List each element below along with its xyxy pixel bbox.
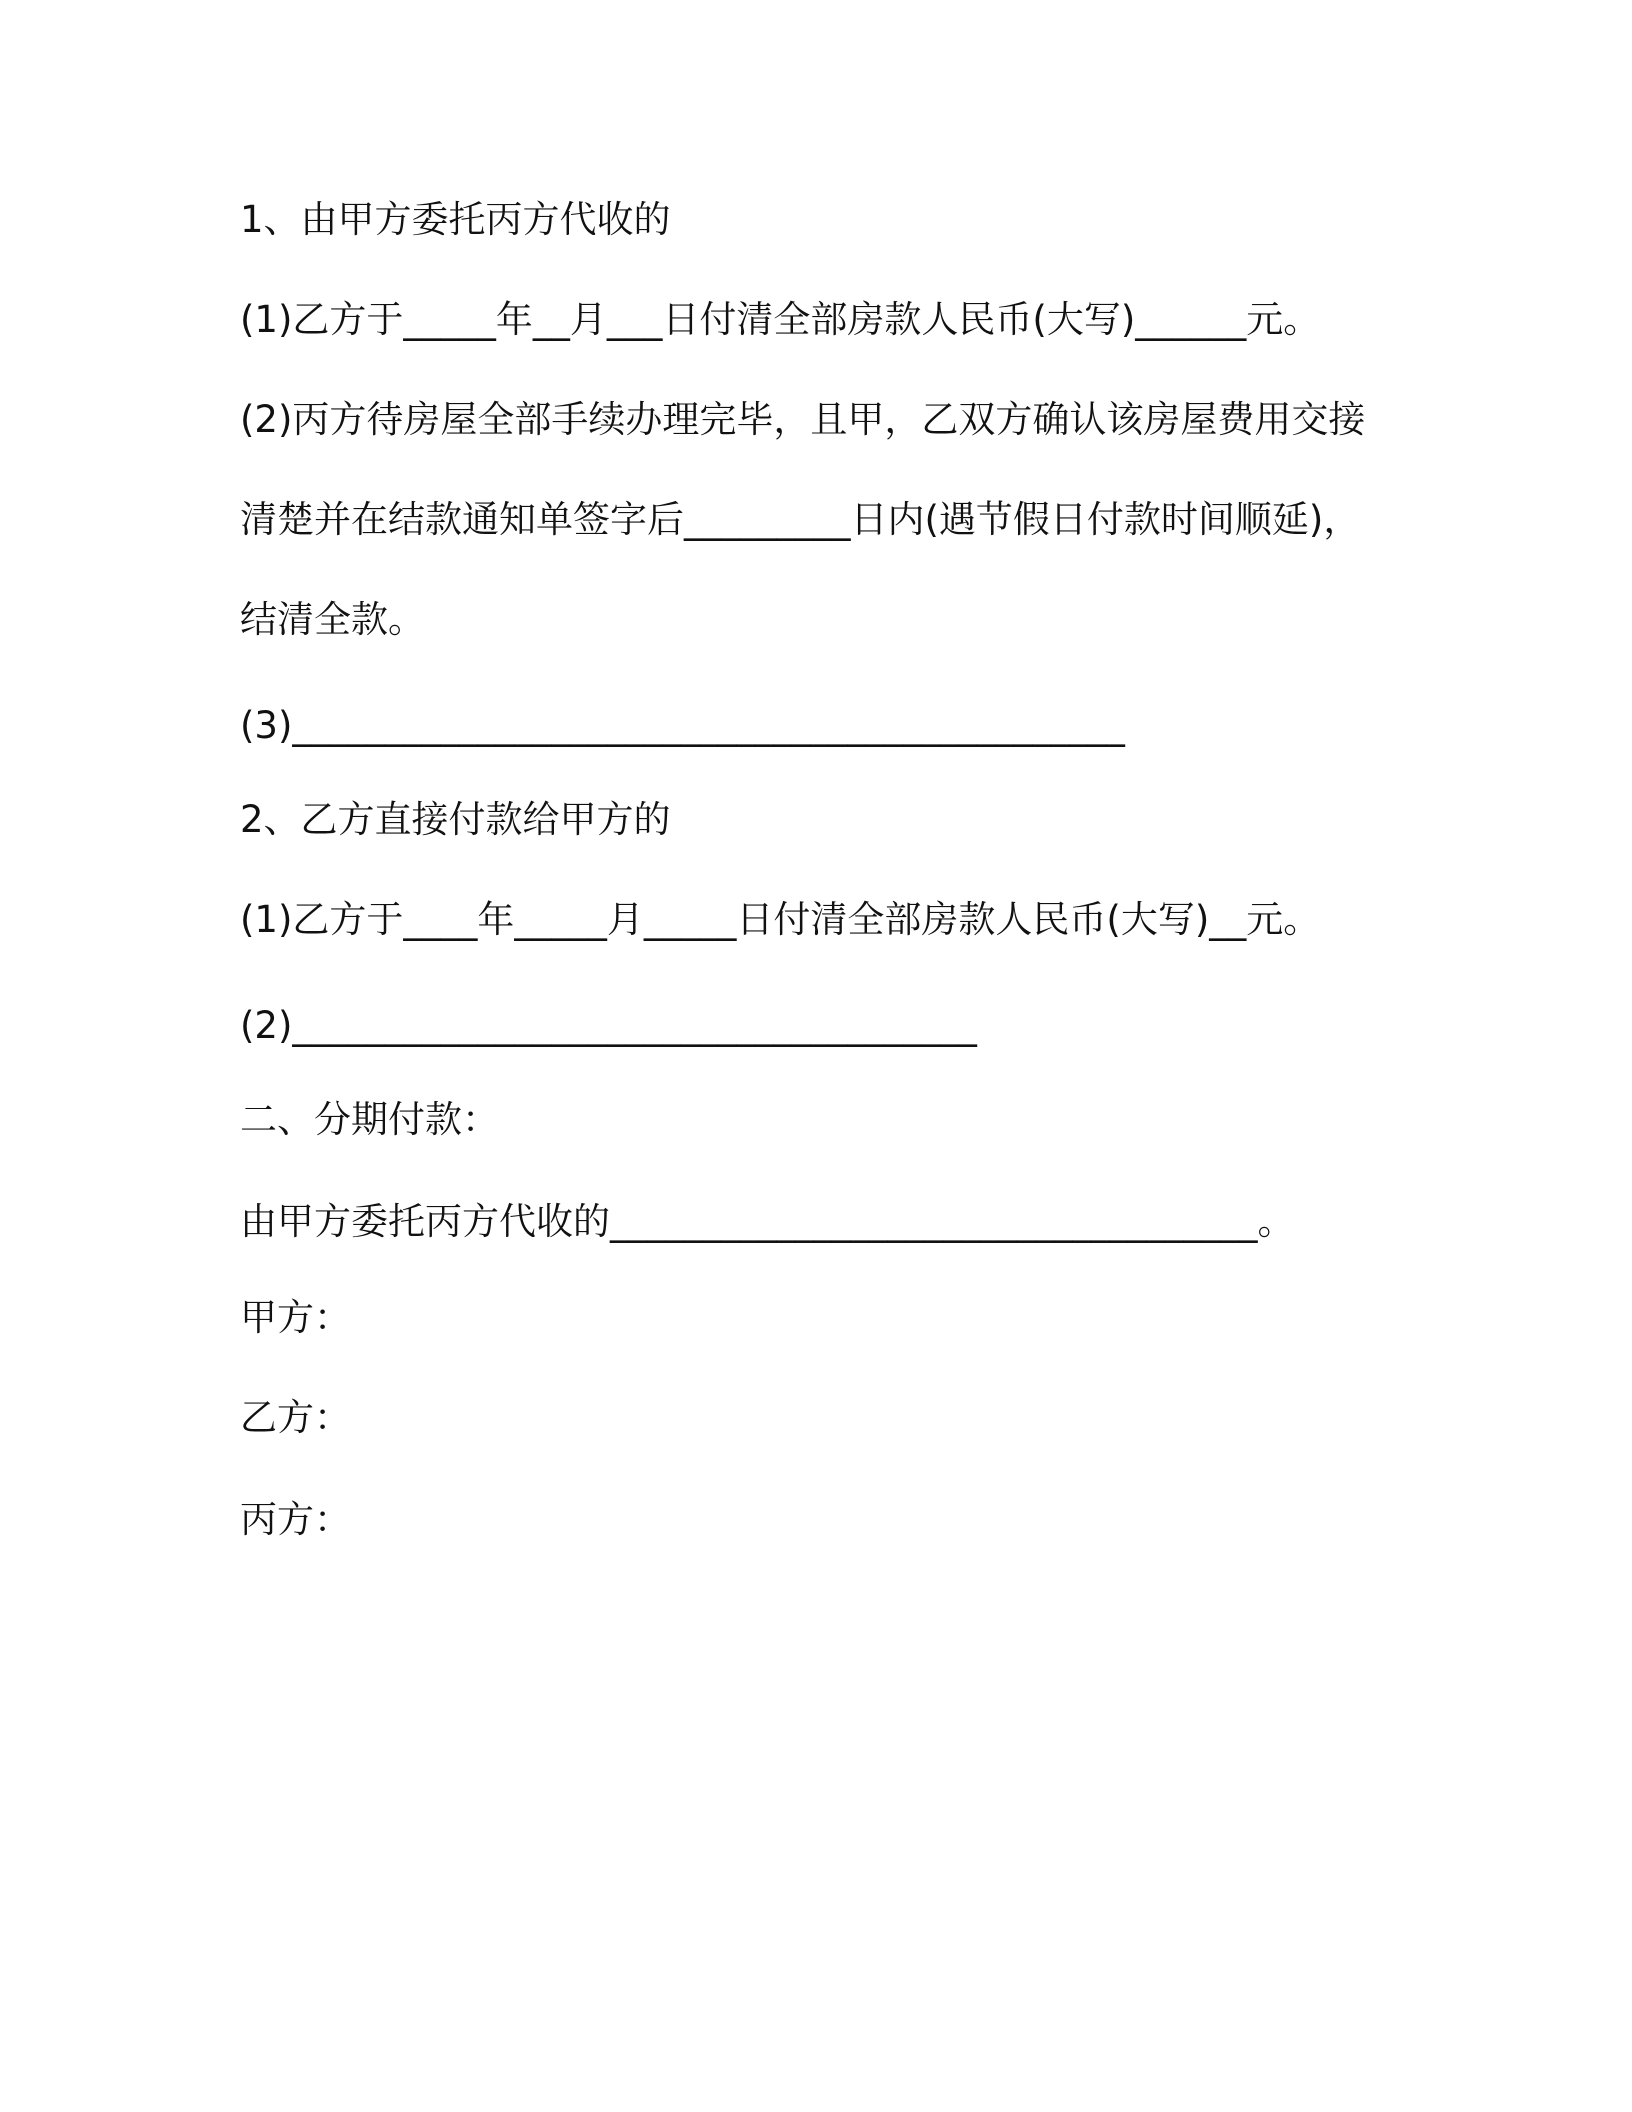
clause-1-item-3: (3)_____________________________________________ [240, 704, 1125, 747]
clause-1-item-2-line-1: (2)丙方待房屋全部手续办理完毕，且甲，乙双方确认该房屋费用交接 [240, 398, 1366, 441]
clause-1-heading: 1、由甲方委托丙方代收的 [240, 198, 671, 241]
party-a-signature-label: 甲方： [240, 1296, 351, 1339]
clause-1-item-2-line-3: 结清全款。 [240, 598, 425, 641]
clause-1-item-1: (1)乙方于_____年__月___日付清全部房款人民币(大写)______元。 [240, 298, 1321, 341]
party-c-signature-label: 丙方： [240, 1498, 351, 1541]
installment-clause: 由甲方委托丙方代收的___________________________________。 [240, 1200, 1295, 1243]
clause-2-heading: 2、乙方直接付款给甲方的 [240, 798, 671, 841]
party-b-signature-label: 乙方： [240, 1396, 351, 1439]
clause-2-item-2: (2)_____________________________________ [240, 1004, 977, 1047]
section-installment-heading: 二、分期付款： [240, 1098, 499, 1141]
clause-1-item-2-line-2: 清楚并在结款通知单签字后_________日内(遇节假日付款时间顺延)， [240, 498, 1361, 541]
clause-2-item-1: (1)乙方于____年_____月_____日付清全部房款人民币(大写)__元。 [240, 898, 1321, 941]
